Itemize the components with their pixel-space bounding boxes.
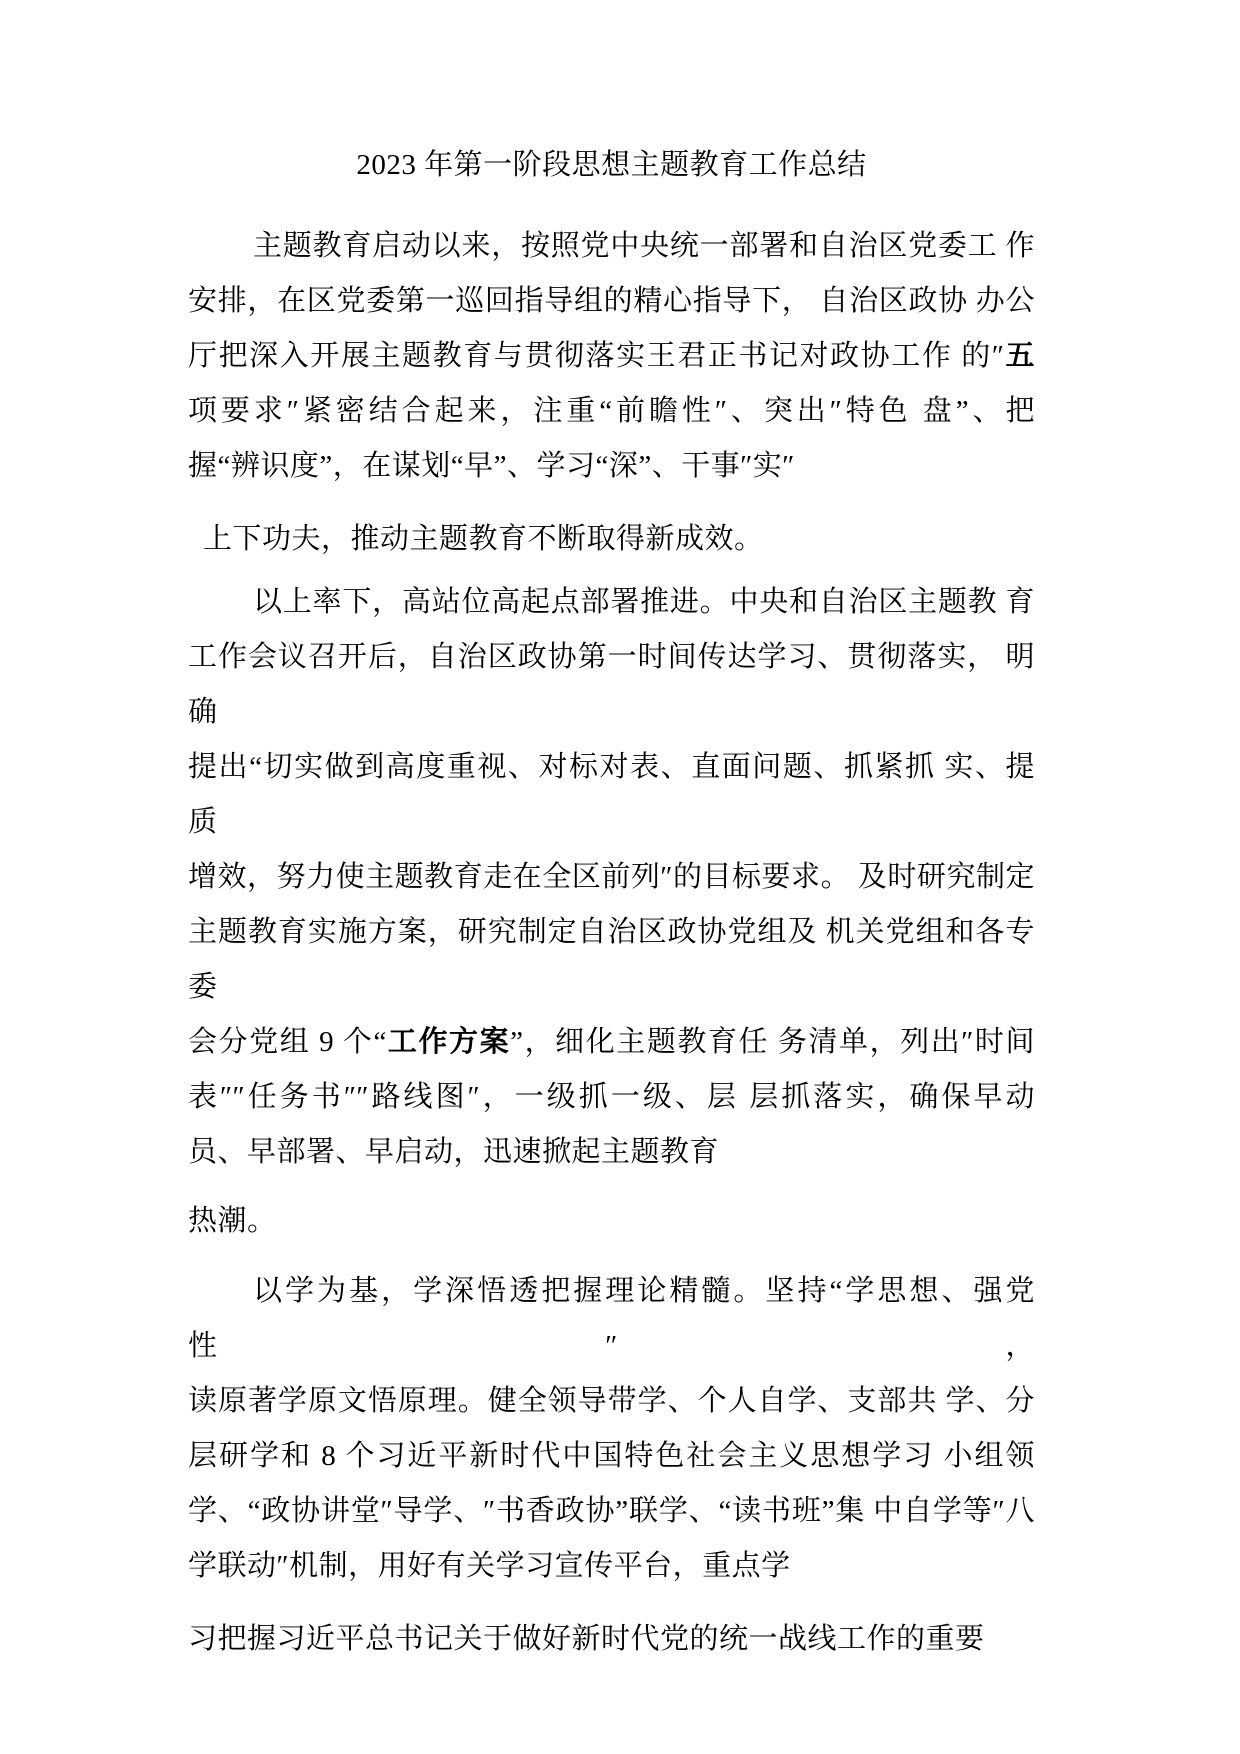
text-line [188,329,1035,384]
document-content [188,138,1035,1667]
text-line: 学、“政协讲堂″导学、″书香政协”联学、“读书班”集 中自学等″八 [188,1495,1035,1527]
paragraph-5 [188,1264,1035,1594]
text-line: 主题教育实施方案，研究制定自治区政协党组及 机关党组和各专委 [188,916,1035,1003]
text-line: 提出“切实做到高度重视、对标对表、直面问题、抓紧抓 实、提质 [188,751,1035,838]
text-line: 安排，在区党委第一巡回指导组的精心指导下， 自治区政协 办公 [188,285,1035,317]
text-segment: 会分党组 9 个“ [188,1026,387,1058]
document-title: 2023 年第一阶段思想主题教育工作总结 [356,149,867,181]
text-line: 学联动″机制，用好有关学习宣传平台，重点学 [188,1550,791,1582]
text-line: 员、早部署、早启动，迅速掀起主题教育 [188,1136,720,1168]
text-line: 热潮。 [188,1205,277,1237]
paragraph-6 [188,1612,1035,1667]
paragraph-2 [188,512,1035,567]
text-line: 增效，努力使主题教育走在全区前列″的目标要求。 及时研究制定 [188,861,1035,893]
text-segment: ”，细化主题教育任 务清单，列出″时间 [510,1026,1036,1058]
paragraph-3 [188,575,1035,1180]
text-line: 项要求″紧密结合起来，注重“前瞻性″、突出″特色 盘”、把 [188,395,1035,427]
bold-text-segment: 五 [1004,340,1035,372]
text-line: 以上率下，高站位高起点部署推进。中央和自治区主题教 育 [253,586,1035,618]
text-line: 工作会议召开后，自治区政协第一时间传达学习、贯彻落实， 明确 [188,641,1035,728]
text-line: 上下功夫，推动主题教育不断取得新成效。 [203,523,764,555]
paragraph-4 [188,1194,1035,1249]
paragraph-1 [188,219,1035,494]
text-line [188,1015,1035,1070]
text-line: 表″″任务书″″路线图″，一级抓一级、层 层抓落实，确保早动 [188,1081,1035,1113]
text-line: 读原著学原文悟原理。健全领导带学、个人自学、支部共 学、分 [188,1385,1035,1417]
text-line: 主题教育启动以来，按照党中央统一部署和自治区党委工 作 [253,230,1035,262]
text-line: 握“辨识度”，在谋划“早”、学习“深”、干事″实″ [188,450,795,482]
text-segment: 厅把深入开展主题教育与贯彻落实王君正书记对政协工作 的″ [188,340,1005,372]
bold-text-segment: 工作方案 [386,1026,511,1058]
text-line: 习把握习近平总书记关于做好新时代党的统一战线工作的重要 [188,1623,985,1655]
text-line: 层研学和 8 个习近平新时代中国特色社会主义思想学习 小组领 [188,1440,1035,1472]
text-line: 以学为基，学深悟透把握理论精髓。坚持“学思想、强党 性″， [188,1275,1035,1362]
